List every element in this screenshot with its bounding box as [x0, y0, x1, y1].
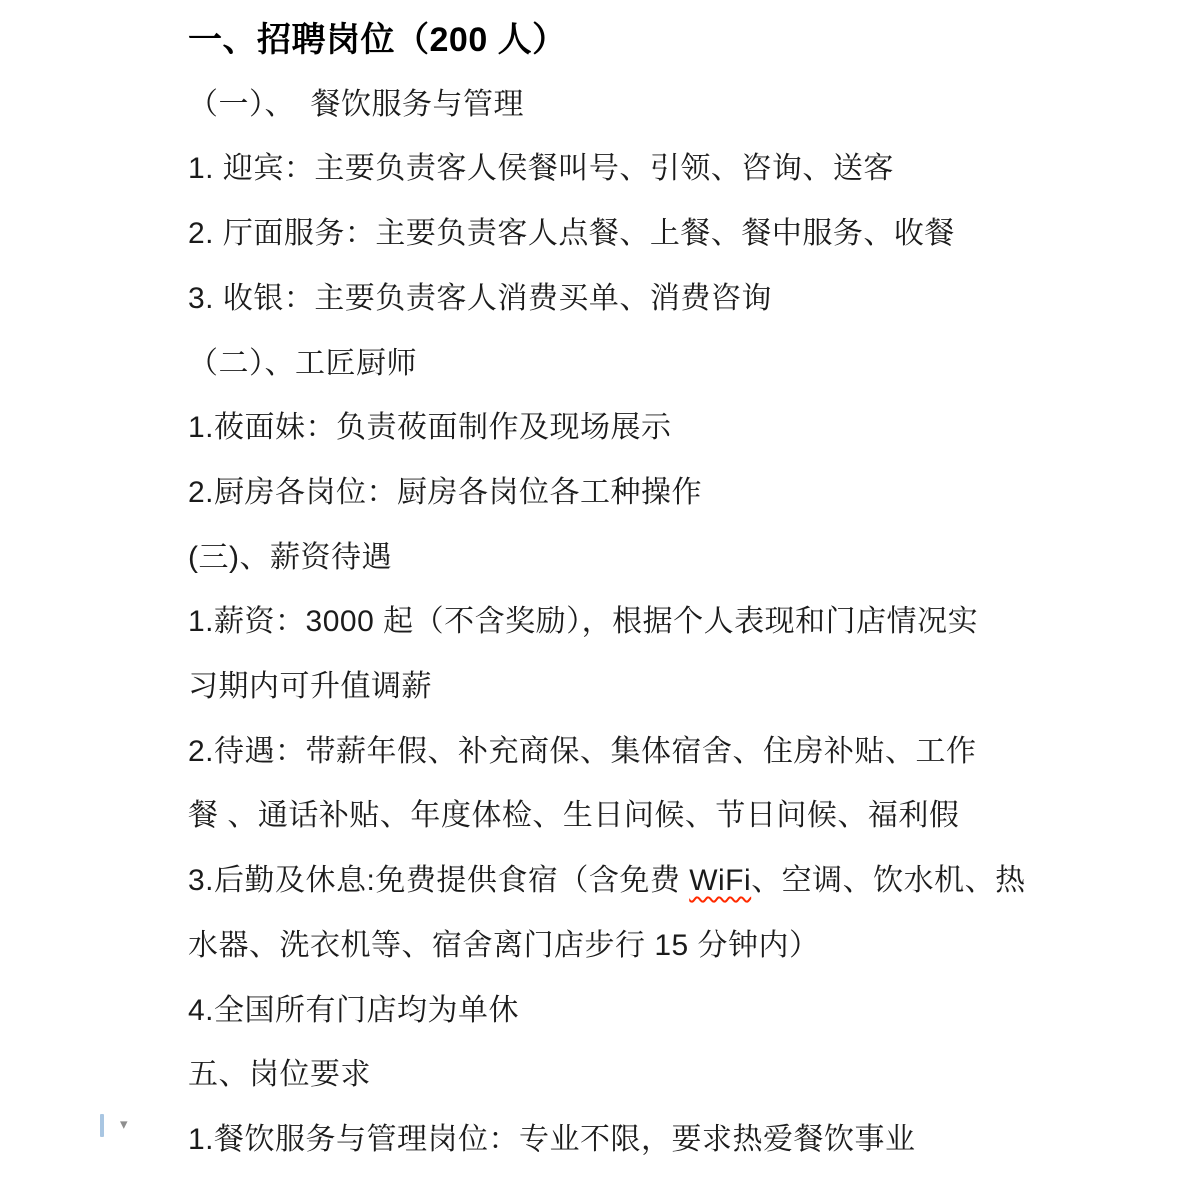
line-greeter-duty: 1. 迎宾：主要负责客人侯餐叫号、引领、咨询、送客 — [188, 152, 894, 186]
margin-marker — [100, 1114, 128, 1137]
line-salary-part1: 1.薪资：3000 起（不含奖励），根据个人表现和门店情况实 — [188, 605, 979, 639]
line-logistics-part1 — [188, 849, 1168, 914]
line-benefits-part2: 餐 、通话补贴、年度体检、生日问候、节日问候、福利假 — [188, 799, 960, 833]
wifi-spellcheck-word: WiFi — [689, 864, 752, 898]
line-cashier-duty: 3. 收银：主要负责客人消费买单、消费咨询 — [188, 281, 772, 315]
line-requirements-item1: 1.餐饮服务与管理岗位：专业不限，要求热爱餐饮事业 — [188, 1122, 916, 1156]
line-hall-service-duty: 2. 厅面服务：主要负责客人点餐、上餐、餐中服务、收餐 — [188, 217, 955, 251]
line-benefits-part1: 2.待遇：带薪年假、补充商保、集体宿舍、住房补贴、工作 — [188, 734, 977, 768]
line-noodle-maker-duty: 1.莜面妹：负责莜面制作及现场展示 — [188, 411, 672, 445]
logistics-text-post: 、空调、饮水机、热 — [751, 864, 1026, 898]
line-kitchen-positions-duty: 2.厨房各岗位：厨房各岗位各工种操作 — [188, 475, 703, 509]
chevron-down-icon[interactable]: ▾ — [120, 1116, 128, 1133]
line-section1-title: （一）、 餐饮服务与管理 — [188, 87, 524, 121]
line-logistics-part2: 水器、洗衣机等、宿舍离门店步行 15 分钟内） — [188, 928, 820, 962]
line-single-day-off: 4.全国所有门店均为单休 — [188, 993, 520, 1027]
line-section2-title: （二）、工匠厨师 — [188, 346, 417, 380]
logistics-text-pre: 3.后勤及休息:免费提供食宿（含免费 — [188, 864, 690, 898]
document-body — [188, 8, 1168, 1173]
line-section3-title: (三)、薪资待遇 — [188, 540, 392, 574]
line-section5-title: 五、岗位要求 — [188, 1058, 371, 1092]
line-salary-part2: 习期内可升值调薪 — [188, 670, 432, 704]
text-cursor — [100, 1114, 104, 1137]
heading-recruitment-positions: 一、招聘岗位（200 人） — [188, 21, 567, 59]
